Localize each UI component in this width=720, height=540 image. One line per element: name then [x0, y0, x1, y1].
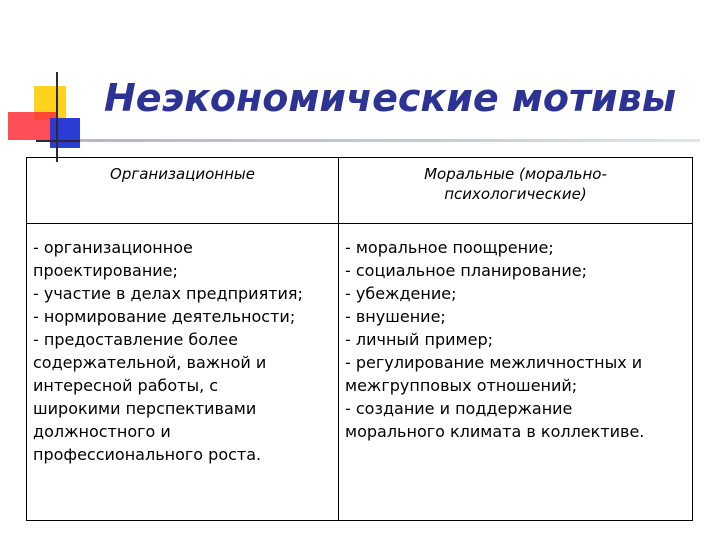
motives-table — [26, 157, 693, 521]
list-item: содержательной, важной и — [33, 353, 267, 372]
list-item: - регулирование межличностных и — [345, 353, 643, 372]
table-body-row — [27, 224, 693, 521]
list-item: проектирование; — [33, 261, 178, 280]
header-cell-moral — [339, 158, 693, 224]
decor-red-square — [8, 112, 56, 140]
slide-title: Неэкономические мотивы — [104, 76, 677, 120]
list-item: - внушение; — [345, 307, 446, 326]
list-item: - участие в делах предприятия; — [33, 284, 303, 303]
list-item: - личный пример; — [345, 330, 493, 349]
table-header-row — [27, 158, 693, 224]
header-line: Организационные — [110, 165, 255, 183]
list-item: межгрупповых отношений; — [345, 376, 578, 395]
list-item: - организационное — [33, 238, 193, 257]
header-line: Моральные (морально- — [424, 165, 607, 183]
header-line: психологические) — [444, 185, 587, 203]
title-underline — [80, 139, 700, 142]
list-item: интересной работы, с — [33, 376, 219, 395]
list-item: - нормирование деятельности; — [33, 307, 296, 326]
list-item: - предоставление более — [33, 330, 238, 349]
list-item: - социальное планирование; — [345, 261, 587, 280]
list-item: должностного и — [33, 422, 171, 441]
list-item: профессионального роста. — [33, 445, 262, 464]
list-item: - моральное поощрение; — [345, 238, 554, 257]
cell-organizational-list — [27, 224, 339, 521]
decor-vertical-line — [56, 72, 58, 162]
list-item: морального климата в коллективе. — [345, 422, 645, 441]
decor-blue-square — [50, 118, 80, 148]
list-item: - убеждение; — [345, 284, 457, 303]
cell-moral-list — [339, 224, 693, 521]
list-item: широкими перспективами — [33, 399, 257, 418]
header-cell-organizational — [27, 158, 339, 224]
list-item: - создание и поддержание — [345, 399, 573, 418]
